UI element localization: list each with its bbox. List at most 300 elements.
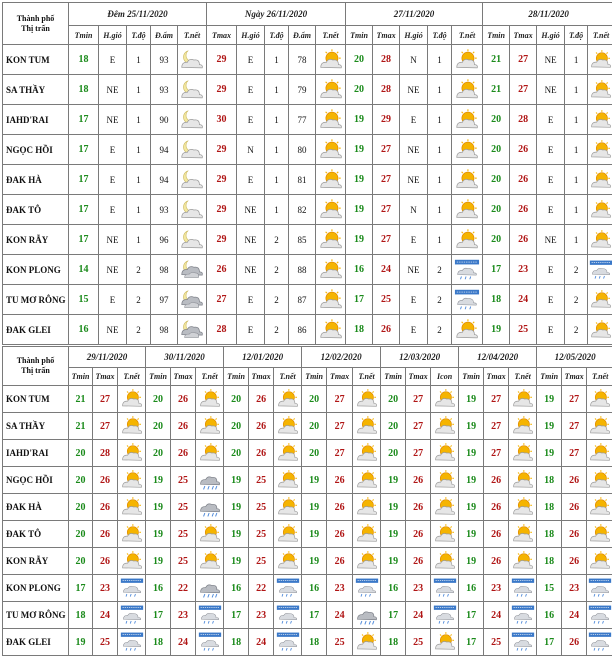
wind-direction: E [99, 165, 127, 195]
city-header-line: Thị trấn [21, 366, 50, 375]
tmin-value: 17 [459, 629, 484, 656]
tmin-value: 19 [69, 629, 93, 656]
sun-cloud-icon [509, 413, 537, 440]
tmin-value: 20 [302, 386, 327, 413]
city-name: NGỌC HỒI [3, 467, 69, 494]
tmax-value: 26 [327, 494, 353, 521]
wind-level: 1 [127, 135, 151, 165]
tmax-value: 29 [373, 105, 400, 135]
tmax-value: 30 [207, 105, 237, 135]
tmax-value: 26 [93, 494, 118, 521]
tmin-value: 19 [146, 548, 171, 575]
humidity-value: 82 [289, 195, 316, 225]
city-name: ĐAK TÔ [3, 195, 69, 225]
column-header: Tmax [484, 368, 509, 386]
tmax-value: 25 [171, 548, 196, 575]
tmin-value: 19 [146, 494, 171, 521]
date-group-header: Ngày 26/11/2020 [207, 3, 346, 26]
tmin-value: 19 [483, 315, 510, 345]
tmax-value: 26 [510, 165, 537, 195]
city-column-header [3, 3, 69, 45]
sun-cloud-icon [509, 467, 537, 494]
sun-cloud-icon [316, 135, 346, 165]
city-name: SA THẦY [3, 75, 69, 105]
city-name: KON TUM [3, 386, 69, 413]
wind-level: 1 [127, 225, 151, 255]
column-header: H.gió [99, 26, 127, 45]
sun-cloud-icon [509, 494, 537, 521]
sun-cloud-icon [452, 135, 483, 165]
tmax-value: 26 [562, 521, 587, 548]
tmax-value: 24 [510, 285, 537, 315]
sun-cloud-icon [587, 548, 612, 575]
table-row [3, 413, 612, 440]
tmax-value: 25 [171, 467, 196, 494]
tmax-value: 26 [171, 413, 196, 440]
wind-direction: E [237, 285, 265, 315]
sun-cloud-icon [431, 494, 459, 521]
tmax-value: 23 [406, 575, 431, 602]
column-header: T.độ [265, 26, 289, 45]
sun-cloud-icon [353, 629, 381, 656]
column-header: H.gió [537, 26, 565, 45]
tmax-value: 27 [373, 195, 400, 225]
wind-direction: NE [400, 255, 428, 285]
tmax-value: 29 [207, 195, 237, 225]
showers-icon [587, 575, 612, 602]
tmin-value: 20 [224, 386, 249, 413]
sun-cloud-icon [587, 386, 612, 413]
tmin-value: 20 [146, 386, 171, 413]
sun-cloud-icon [431, 548, 459, 575]
night-cloudy-icon [178, 255, 207, 285]
date-group-header: 12/02/2020 [302, 347, 381, 368]
table-row [3, 548, 612, 575]
tmax-value: 24 [406, 602, 431, 629]
wind-level: 2 [565, 315, 588, 345]
tmin-value: 19 [459, 413, 484, 440]
tmin-value: 19 [224, 467, 249, 494]
table-row [3, 105, 612, 135]
city-name: ĐAK GLEI [3, 315, 69, 345]
tmin-value: 16 [224, 575, 249, 602]
tmin-value: 21 [483, 45, 510, 75]
tmin-value: 19 [224, 521, 249, 548]
tmin-value: 16 [146, 575, 171, 602]
column-header: T.nết [316, 26, 346, 45]
table-row [3, 575, 612, 602]
table-row [3, 195, 612, 225]
sun-cloud-icon [118, 413, 146, 440]
column-header: Tmin [224, 368, 249, 386]
tmax-value: 23 [93, 575, 118, 602]
tmax-value: 23 [510, 255, 537, 285]
showers-icon [196, 629, 224, 656]
city-header-line: Thành phố [16, 356, 55, 365]
sun-cloud-icon [431, 386, 459, 413]
tmax-value: 23 [484, 575, 509, 602]
tmax-value: 23 [327, 575, 353, 602]
tmax-value: 29 [207, 45, 237, 75]
column-header: Tmax [373, 26, 400, 45]
night-cloudy-icon [178, 285, 207, 315]
column-header: H.gió [237, 26, 265, 45]
humidity-value: 80 [289, 135, 316, 165]
date-group-header: 12/04/2020 [459, 347, 537, 368]
night-cloud-icon [178, 45, 207, 75]
wind-direction: NE [400, 75, 428, 105]
wind-direction: N [400, 45, 428, 75]
sun-cloud-icon [588, 315, 612, 345]
showers-icon [274, 602, 302, 629]
humidity-value: 90 [151, 105, 178, 135]
column-header: Tmin [69, 26, 99, 45]
tmin-value: 20 [346, 45, 373, 75]
city-name: ĐAK GLEI [3, 629, 69, 656]
wind-direction: E [537, 285, 565, 315]
tmax-value: 28 [93, 440, 118, 467]
city-name: NGỌC HỒI [3, 135, 69, 165]
showers-icon [509, 575, 537, 602]
tmin-value: 21 [483, 75, 510, 105]
tmax-value: 25 [249, 521, 274, 548]
column-header: T.nết [196, 368, 224, 386]
city-name: TU MƠ RÔNG [3, 285, 69, 315]
sun-cloud-icon [587, 467, 612, 494]
wind-level: 1 [565, 75, 588, 105]
sun-cloud-icon [588, 75, 612, 105]
column-header: Tmin [346, 26, 373, 45]
tmin-value: 17 [459, 602, 484, 629]
column-header: T.nết [509, 368, 537, 386]
table-row [3, 75, 612, 105]
column-header: Tmax [249, 368, 274, 386]
tmax-value: 26 [562, 494, 587, 521]
tmin-value: 19 [302, 494, 327, 521]
tmax-value: 26 [562, 629, 587, 656]
table-row [3, 629, 612, 656]
tmin-value: 17 [381, 602, 406, 629]
tmax-value: 24 [327, 602, 353, 629]
showers-icon [431, 575, 459, 602]
tmax-value: 24 [171, 629, 196, 656]
city-name: ĐAK HÀ [3, 494, 69, 521]
column-header: T.nết [118, 368, 146, 386]
tmin-value: 17 [69, 135, 99, 165]
tmin-value: 21 [69, 413, 93, 440]
city-name: ĐAK TÔ [3, 521, 69, 548]
wind-level: 1 [127, 195, 151, 225]
showers-icon [118, 602, 146, 629]
city-name: KON RẪY [3, 548, 69, 575]
tmax-value: 23 [562, 575, 587, 602]
showers-icon [431, 602, 459, 629]
humidity-value: 93 [151, 75, 178, 105]
tmax-value: 26 [249, 413, 274, 440]
tmin-value: 18 [302, 629, 327, 656]
tmax-value: 27 [510, 45, 537, 75]
tmax-value: 27 [327, 413, 353, 440]
wind-level: 1 [428, 135, 452, 165]
column-header: Tmax [510, 26, 537, 45]
tmin-value: 16 [302, 575, 327, 602]
sun-cloud-icon [274, 548, 302, 575]
tmax-value: 25 [171, 494, 196, 521]
column-header: Đ.ẩm [289, 26, 316, 45]
tmin-value: 17 [224, 602, 249, 629]
tmax-value: 25 [249, 548, 274, 575]
tmin-value: 18 [537, 521, 562, 548]
tmax-value: 27 [327, 440, 353, 467]
wind-level: 2 [265, 225, 289, 255]
tmax-value: 25 [93, 629, 118, 656]
wind-direction: E [537, 135, 565, 165]
tmin-value: 19 [381, 467, 406, 494]
wind-direction: E [237, 165, 265, 195]
wind-level: 1 [565, 45, 588, 75]
table-row [3, 225, 612, 255]
wind-level: 2 [127, 285, 151, 315]
column-header: T.độ [565, 26, 588, 45]
wind-direction: E [99, 285, 127, 315]
sun-cloud-icon [196, 521, 224, 548]
table-row [3, 315, 612, 345]
sun-cloud-icon [118, 467, 146, 494]
column-header: Tmin [537, 368, 562, 386]
tmin-value: 14 [69, 255, 99, 285]
wind-direction: E [400, 315, 428, 345]
wind-direction: N [400, 195, 428, 225]
sun-cloud-icon [587, 440, 612, 467]
tmin-value: 17 [69, 195, 99, 225]
tmax-value: 25 [171, 521, 196, 548]
wind-level: 1 [265, 195, 289, 225]
column-header: Tmin [69, 368, 93, 386]
sun-cloud-icon [588, 195, 612, 225]
city-name: KON PLONG [3, 255, 69, 285]
tmax-value: 26 [562, 548, 587, 575]
tmin-value: 17 [69, 225, 99, 255]
sun-cloud-icon [587, 521, 612, 548]
wind-level: 2 [565, 285, 588, 315]
tmin-value: 21 [69, 386, 93, 413]
tmax-value: 26 [562, 467, 587, 494]
showers-icon [118, 575, 146, 602]
humidity-value: 96 [151, 225, 178, 255]
tmax-value: 26 [406, 467, 431, 494]
tmin-value: 19 [224, 494, 249, 521]
sun-cloud-icon [353, 386, 381, 413]
wind-direction: E [99, 195, 127, 225]
city-column-header [3, 347, 69, 386]
wind-direction: E [237, 315, 265, 345]
tmax-value: 28 [373, 45, 400, 75]
column-header: Đ.ẩm [151, 26, 178, 45]
wind-direction: E [537, 195, 565, 225]
tmax-value: 22 [171, 575, 196, 602]
sun-cloud-icon [353, 467, 381, 494]
rain-cloud-icon [196, 494, 224, 521]
sun-cloud-icon [274, 386, 302, 413]
wind-level: 2 [428, 285, 452, 315]
tmax-value: 29 [207, 225, 237, 255]
tmin-value: 18 [69, 75, 99, 105]
humidity-value: 94 [151, 165, 178, 195]
tmax-value: 26 [327, 521, 353, 548]
sun-cloud-icon [588, 225, 612, 255]
wind-level: 2 [565, 255, 588, 285]
column-header: T.nết [178, 26, 207, 45]
sun-cloud-icon [353, 548, 381, 575]
sun-cloud-icon [588, 105, 612, 135]
tmin-value: 18 [537, 467, 562, 494]
sun-cloud-icon [274, 467, 302, 494]
date-group-header: 27/11/2020 [346, 3, 483, 26]
sun-cloud-icon [588, 165, 612, 195]
tmin-value: 19 [381, 548, 406, 575]
tmin-value: 15 [537, 575, 562, 602]
tmin-value: 19 [381, 521, 406, 548]
humidity-value: 81 [289, 165, 316, 195]
wind-level: 1 [428, 195, 452, 225]
sun-cloud-icon [118, 440, 146, 467]
humidity-value: 93 [151, 45, 178, 75]
tmax-value: 26 [249, 386, 274, 413]
sun-cloud-icon [452, 225, 483, 255]
humidity-value: 98 [151, 315, 178, 345]
column-header: Tmin [146, 368, 171, 386]
table-row [3, 45, 612, 75]
wind-level: 1 [428, 45, 452, 75]
sun-cloud-icon [118, 548, 146, 575]
date-group-header: 12/05/2020 [537, 347, 612, 368]
tmin-value: 19 [459, 494, 484, 521]
tmin-value: 17 [483, 255, 510, 285]
column-header: Icon [431, 368, 459, 386]
tmax-value: 26 [93, 467, 118, 494]
wind-level: 1 [127, 105, 151, 135]
sun-cloud-icon [587, 413, 612, 440]
wind-level: 1 [127, 45, 151, 75]
humidity-value: 78 [289, 45, 316, 75]
tmin-value: 18 [69, 602, 93, 629]
column-header: T.nết [588, 26, 612, 45]
wind-direction: NE [237, 195, 265, 225]
tmax-value: 24 [93, 602, 118, 629]
tmax-value: 23 [249, 602, 274, 629]
tmax-value: 27 [406, 440, 431, 467]
sun-cloud-icon [509, 440, 537, 467]
tmax-value: 26 [510, 195, 537, 225]
wind-level: 1 [565, 105, 588, 135]
night-cloud-icon [178, 105, 207, 135]
night-cloud-icon [178, 165, 207, 195]
sun-cloud-icon [452, 105, 483, 135]
tmax-value: 29 [207, 135, 237, 165]
tmin-value: 18 [537, 494, 562, 521]
wind-level: 2 [428, 255, 452, 285]
tmax-value: 27 [327, 386, 353, 413]
wind-level: 1 [127, 165, 151, 195]
wind-level: 1 [428, 165, 452, 195]
sun-cloud-icon [316, 315, 346, 345]
wind-direction: E [237, 105, 265, 135]
sun-cloud-icon [588, 45, 612, 75]
tmax-value: 28 [373, 75, 400, 105]
humidity-value: 87 [289, 285, 316, 315]
column-header: Tmin [381, 368, 406, 386]
tmin-value: 20 [302, 440, 327, 467]
showers-icon [509, 602, 537, 629]
tmax-value: 27 [510, 75, 537, 105]
sun-cloud-icon [452, 45, 483, 75]
sun-cloud-icon [196, 548, 224, 575]
tmax-value: 26 [406, 521, 431, 548]
night-cloud-icon [178, 135, 207, 165]
sun-cloud-icon [316, 75, 346, 105]
wind-direction: E [400, 285, 428, 315]
sun-cloud-icon [587, 494, 612, 521]
tmin-value: 19 [346, 105, 373, 135]
column-header: T.nết [274, 368, 302, 386]
city-name: KON TUM [3, 45, 69, 75]
tmax-value: 27 [484, 386, 509, 413]
wind-direction: NE [99, 315, 127, 345]
tmax-value: 25 [484, 629, 509, 656]
tmin-value: 19 [346, 165, 373, 195]
wind-level: 1 [265, 165, 289, 195]
showers-icon [452, 285, 483, 315]
tmin-value: 19 [346, 135, 373, 165]
tmin-value: 19 [537, 386, 562, 413]
table-row [3, 285, 612, 315]
sun-cloud-icon [509, 521, 537, 548]
column-header: Tmin [302, 368, 327, 386]
wind-direction: NE [237, 225, 265, 255]
tmax-value: 26 [484, 467, 509, 494]
table-row [3, 135, 612, 165]
tmin-value: 19 [146, 521, 171, 548]
showers-icon [509, 629, 537, 656]
tmin-value: 20 [69, 494, 93, 521]
tmin-value: 18 [224, 629, 249, 656]
city-header-line: Thành phố [16, 13, 55, 23]
tmin-value: 18 [537, 548, 562, 575]
tmin-value: 18 [346, 315, 373, 345]
wind-level: 2 [127, 255, 151, 285]
tmax-value: 26 [93, 548, 118, 575]
tmin-value: 19 [346, 225, 373, 255]
sun-cloud-icon [431, 521, 459, 548]
tmax-value: 25 [406, 629, 431, 656]
tmax-value: 27 [406, 413, 431, 440]
tmin-value: 20 [146, 413, 171, 440]
wind-level: 1 [265, 45, 289, 75]
tmin-value: 20 [69, 467, 93, 494]
tmax-value: 26 [327, 548, 353, 575]
tmin-value: 20 [224, 413, 249, 440]
city-name: IAHD'RAI [3, 440, 69, 467]
tmin-value: 19 [381, 494, 406, 521]
night-cloud-icon [178, 195, 207, 225]
tmin-value: 19 [459, 521, 484, 548]
wind-direction: NE [537, 75, 565, 105]
wind-direction: NE [537, 45, 565, 75]
tmax-value: 24 [373, 255, 400, 285]
tmax-value: 25 [510, 315, 537, 345]
sun-cloud-icon [509, 386, 537, 413]
date-group-header: 12/03/2020 [381, 347, 459, 368]
